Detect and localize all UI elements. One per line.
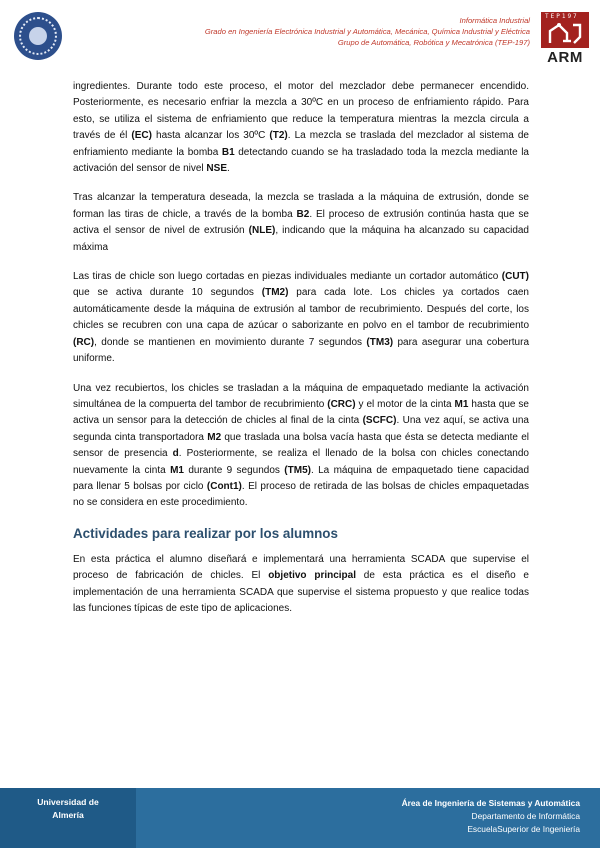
footer-university-line1: Universidad de bbox=[37, 797, 99, 807]
arm-logo bbox=[541, 12, 589, 66]
footer-department-block bbox=[402, 797, 580, 836]
university-seal-logo bbox=[14, 12, 62, 60]
header-subject: Informática Industrial bbox=[459, 16, 530, 25]
paragraph-cutting-coating: Las tiras de chicle son luego cortadas en piezas individuales mediante un cortador automático (CUT) que se activa durante 10 segundos (TM2) para cada lote. Los chicles ya cortados caen automáticamente desde la máquina de extrusión al tambor de recubrimiento. Después del corte, los chicles se recubren con una capa de azúcar o saborizante en polvo en el tambor de recubrimiento (RC), donde se mantienen en movimiento durante 7 segundos (TM3) para asegurar una cobertura uniforme. bbox=[73, 271, 530, 365]
page-footer bbox=[0, 788, 600, 848]
paragraph-mixing-cooling: ingredientes. Durante todo este proceso, el motor del mezclador debe permanecer encendido. Posteriormente, es necesario enfriar la mezcla a 30ºC en un proceso de enfriamiento rápido. Para esto, se utiliza el sistema de enfriamiento que reduce la temperatura mientras la mezcla circula a través de él (EC) hasta alcanzar los 30ºC (T2). La mezcla se traslada del mezclador al sistema de enfriamiento mediante la bomba B1 detectando cuando se ha trasladado toda la mezcla mediante la activación del sensor de nivel NSE. bbox=[73, 81, 529, 175]
paragraph-extrusion: Tras alcanzar la temperatura deseada, la mezcla se traslada a la máquina de extrusión, donde se forman las tiras de chicle, a través de la bomba B2. El proceso de extrusión continúa hasta que se activa el sensor de nivel de extrusión (NLE), indicando que la máquina ha alcanzado su capacidad máxima bbox=[73, 192, 529, 253]
paragraph-activities: En esta práctica el alumno diseñará e implementará una herramienta SCADA que supervise el proceso de fabricación de chicles. El objetivo principal de esta práctica es el diseño e implementación de una herramienta SCADA que supervise el sistema propuesto y que realice todas las funciones típicas de este tipo de aplicaciones. bbox=[73, 553, 529, 614]
footer-school: EscuelaSuperior de Ingeniería bbox=[467, 824, 580, 834]
header-group: Grupo de Automática, Robótica y Mecatrónica (TEP-197) bbox=[337, 38, 530, 47]
header-degree: Grado en Ingeniería Electrónica Industrial y Automática, Mecánica, Química Industrial y Eléctrica bbox=[204, 27, 530, 36]
footer-department: Departamento de Informática bbox=[471, 811, 580, 821]
arm-logo-tag: TEP197 bbox=[545, 13, 579, 20]
section-heading-activities: Actividades para realizar por los alumnos bbox=[73, 525, 338, 541]
footer-area: Área de Ingeniería de Sistemas y Automática bbox=[401, 798, 580, 808]
document-body bbox=[73, 79, 529, 630]
robot-arm-icon bbox=[547, 21, 583, 45]
footer-university-line2: Almería bbox=[52, 810, 84, 820]
arm-logo-text: ARM bbox=[547, 49, 583, 66]
footer-university-block bbox=[0, 788, 136, 848]
page-header bbox=[205, 15, 530, 48]
paragraph-packaging: Una vez recubiertos, los chicles se trasladan a la máquina de empaquetado mediante la activación simultánea de la compuerta del tambor de recubrimiento (CRC) y el motor de la cinta M1 hasta que se activa un sensor para la detección de chicles al final de la cinta (SCFC). Una vez aquí, se activa una segunda cinta transportadora M2 que traslada una bolsa vacía hasta que ésta se detecta mediante el sensor de presencia d. Posteriormente, se realiza el llenado de la bolsa con chicles conectando nuevamente la cinta M1 durante 9 segundos (TM5). La máquina de empaquetado tiene capacidad para llenar 5 bolsas por ciclo (Cont1). El proceso de retirada de las bolsas de chicles empaquetadas no se considera en este procedimiento. bbox=[73, 382, 530, 509]
